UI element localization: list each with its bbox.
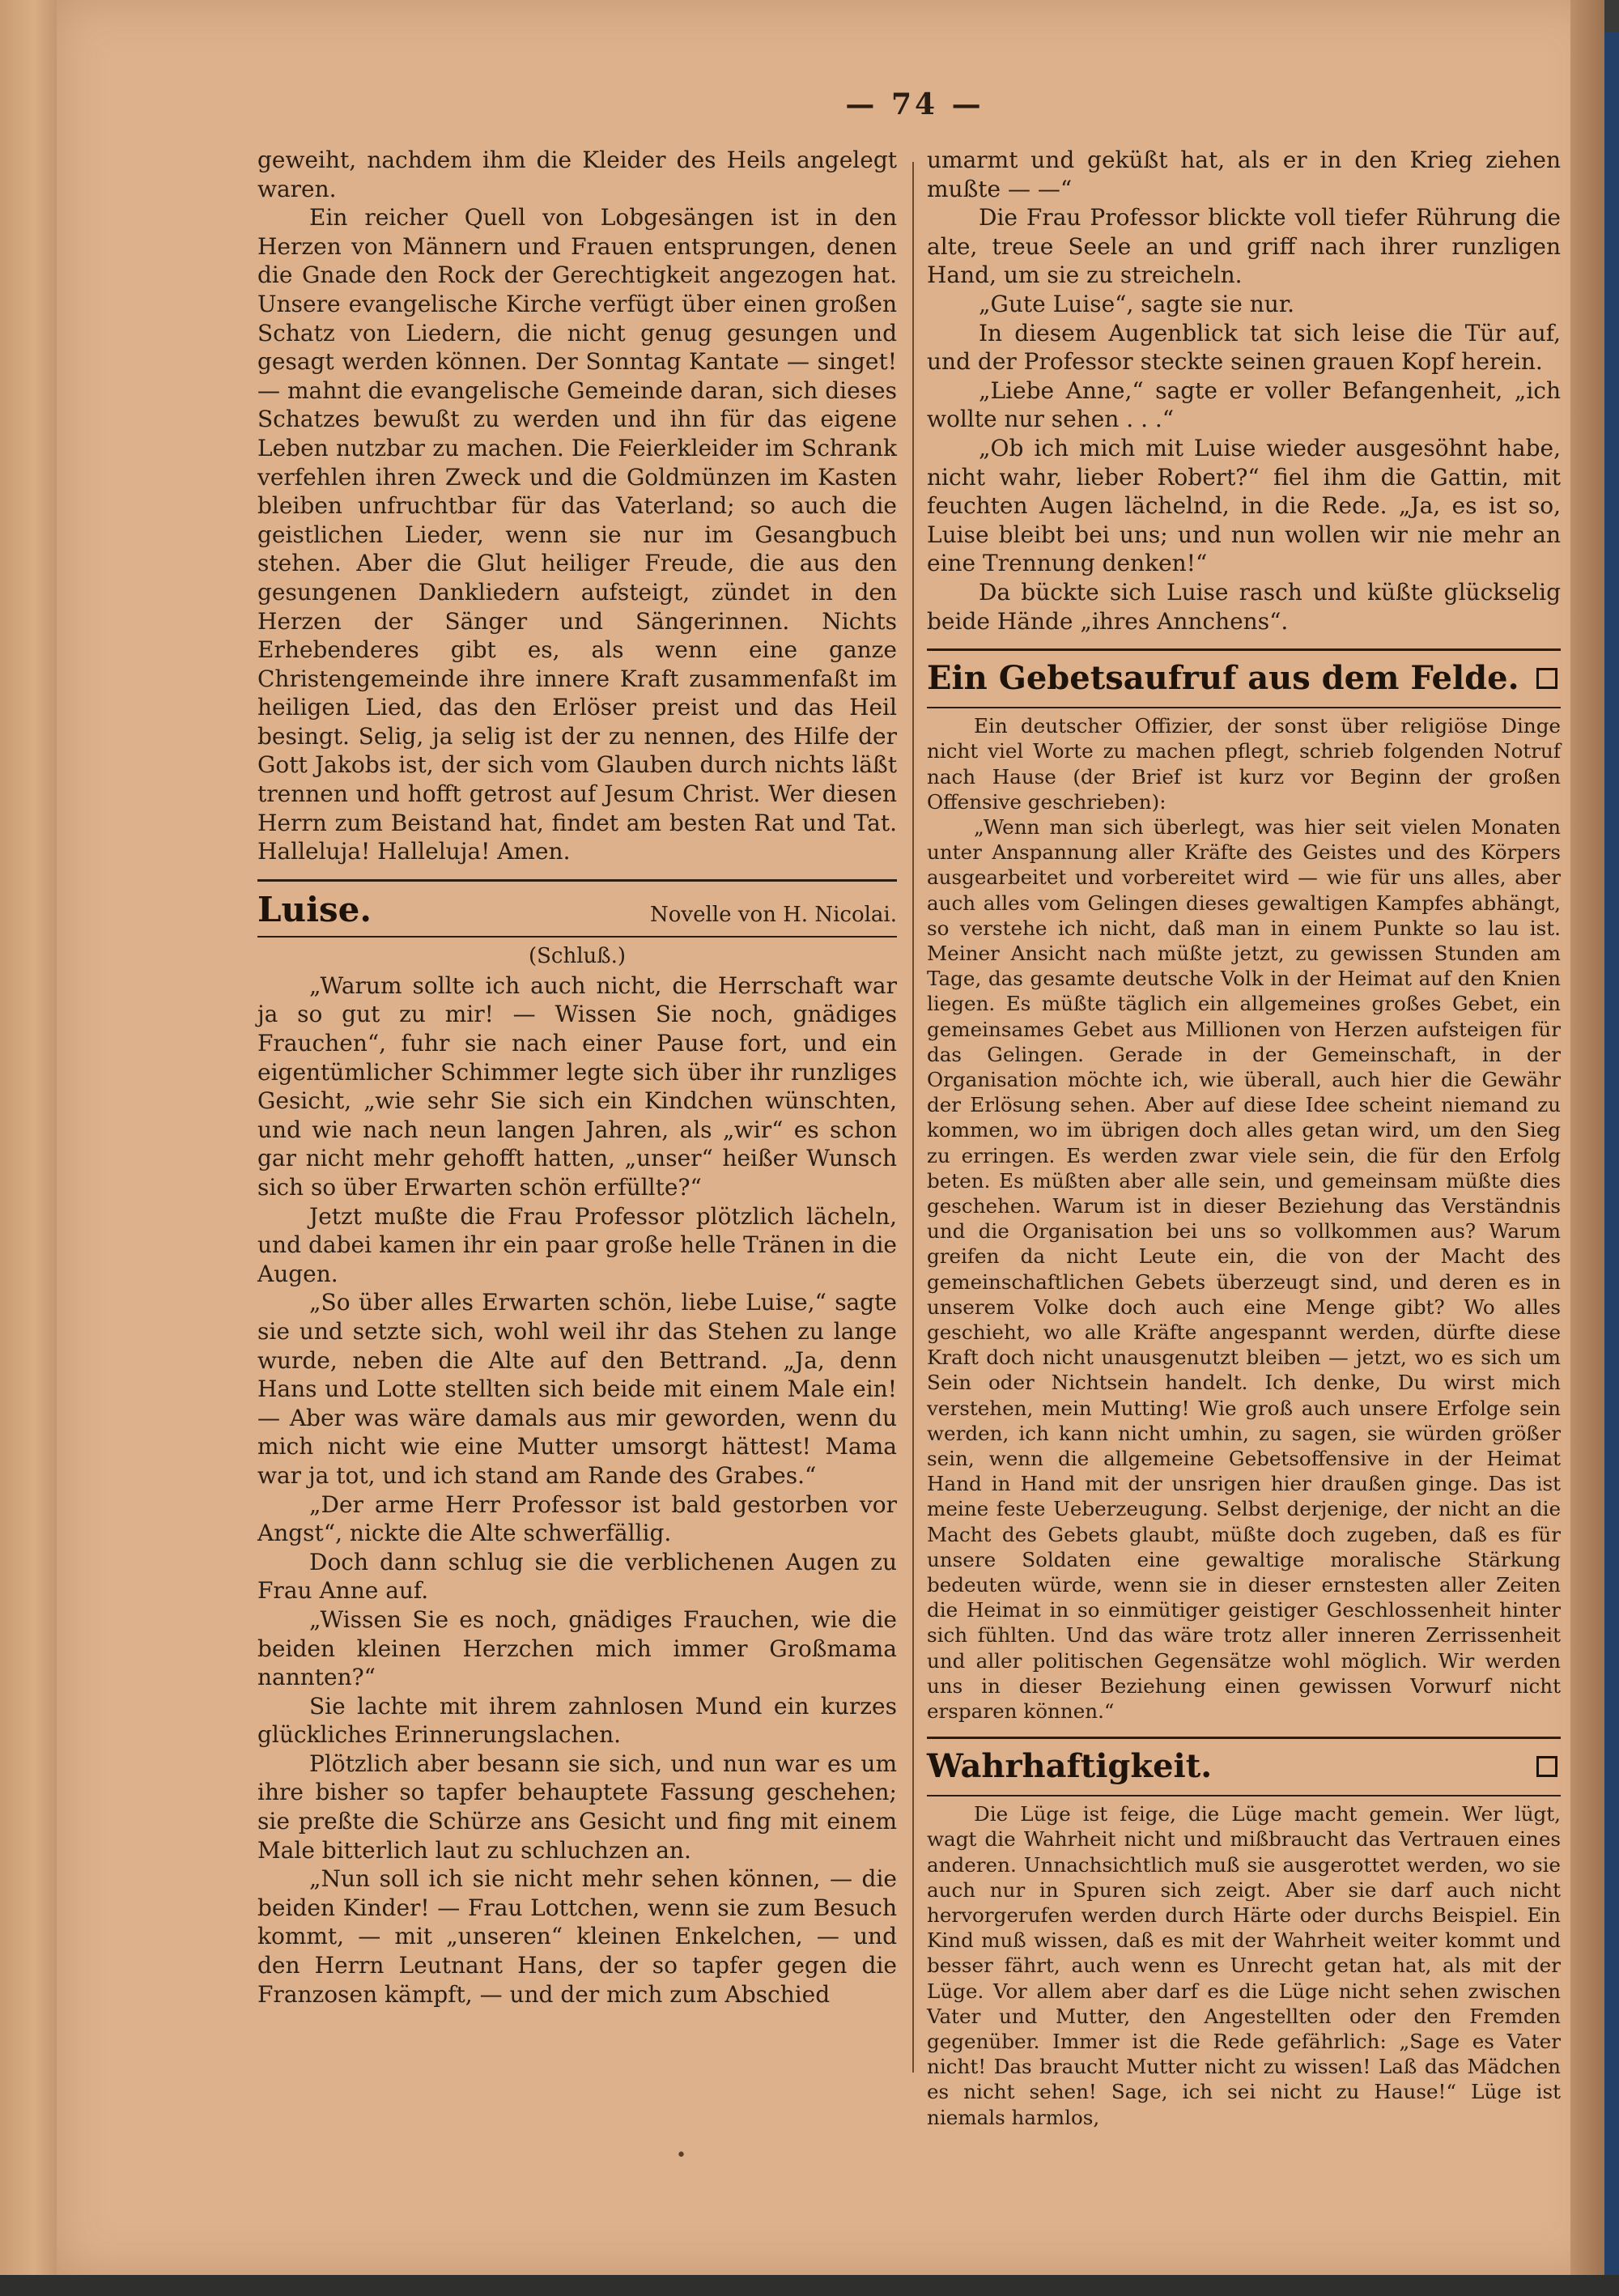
paragraph: „Warum sollte ich auch nicht, die Herrschaft war ja so gut zu mir! — Wissen Sie noch, gnädiges Frauchen“, fuhr sie nach einer Pause fort, und ein eigentümlicher Schimmer legte sich über ihr runzliges Gesicht, „wie sehr Sie sich ein Kindchen wünschten, und wie nach neun langen Jahren, als „wir“ es schon gar nicht mehr gehofft hatten, „unser“ heißer Wunsch sich so über Erwarten schön erfüllte?“ [257, 972, 897, 1201]
article-title: Ein Gebetsaufruf aus dem Felde. [927, 659, 1519, 698]
column-divider [912, 162, 914, 2073]
paragraph: Sie lachte mit ihrem zahnlosen Mund ein kurzes glückliches Erinnerungslachen. [257, 1692, 897, 1749]
paragraph: „Liebe Anne,“ sagte er voller Befangenheit, „ich wollte nur sehen . . .“ [927, 376, 1561, 433]
paragraph: geweiht, nachdem ihm die Kleider des Heils angelegt waren. [257, 147, 897, 202]
paragraph: Plötzlich aber besann sie sich, und nun war es um ihre bisher so tapfer behauptete Fassung geschehen; sie preßte die Schürze ans Gesicht und fing mit einem Male bitterlich laut zu schluchzen an. [257, 1750, 897, 1864]
paragraph: „Wissen Sie es noch, gnädiges Frauchen, wie die beiden kleinen Herzchen mich immer Großmama nannten?“ [257, 1605, 897, 1691]
paragraph: Da bückte sich Luise rasch und küßte glückselig beide Hände „ihres Annchens“. [927, 578, 1561, 635]
paragraph: „Der arme Herr Professor ist bald gestorben vor Angst“, nickte die Alte schwerfällig. [257, 1490, 897, 1547]
square-ornament-icon [1536, 668, 1557, 689]
gebetsaufruf-header [927, 659, 1561, 697]
paragraph: In diesem Augenblick tat sich leise die Tür auf, und der Professor steckte seinen grauen Kopf herein. [927, 319, 1561, 376]
left-column [257, 146, 897, 2009]
paragraph: Doch dann schlug sie die verblichenen Augen zu Frau Anne auf. [257, 1548, 897, 1605]
page-spine-shadow [1570, 0, 1604, 2275]
title-underline [257, 936, 897, 938]
continuation-note: (Schluß.) [528, 943, 627, 968]
section-divider [927, 1737, 1561, 1739]
paragraph: Die Lüge ist feige, die Lüge macht gemein. Wer lügt, wagt die Wahrheit nicht und mißbraucht das Vertrauen eines anderen. Unnachsichtlich muß sie ausgerottet werden, wo sie auch nur in Spuren sich zeigt. Aber sie darf auch nicht hervorgerufen werden durch Härte oder durchs Beispiel. Ein Kind muß wissen, daß es mit der Wahrheit weiter kommt und besser fährt, auch wenn es Unrecht getan hat, als mit der Lüge. Vor allem aber darf es die Lüge nicht sehen zwischen Vater und Mutter, den Angestellten oder den Fremden gegenüber. Immer ist die Rede gefährlich: „Sage es Vater nicht! Das braucht Mutter nicht zu wissen! Laß das Mädchen es nicht sehen! Sage, ich sei nicht zu Hause!“ Lüge ist niemals harmlos, [927, 1802, 1561, 2129]
book-left-edge [0, 0, 58, 2296]
scan-background-bottom [0, 2275, 1619, 2296]
title-underline [927, 1795, 1561, 1796]
section-divider [257, 879, 897, 882]
article-title: Wahrhaftigkeit. [927, 1747, 1213, 1786]
wahrhaftigkeit-header [927, 1747, 1561, 1785]
paragraph: umarmt und geküßt hat, als er in den Krieg ziehen mußte — —“ [927, 147, 1561, 202]
section-divider [927, 648, 1561, 651]
paragraph: Die Frau Professor blickte voll tiefer Rührung die alte, treue Seele an und griff nach ihrer runzligen Hand, um sie zu streicheln. [927, 204, 1561, 289]
article-byline: Novelle von H. Nicolai. [650, 902, 897, 927]
square-ornament-icon [1536, 1756, 1557, 1777]
paragraph: „Ob ich mich mit Luise wieder ausgesöhnt habe, nicht wahr, lieber Robert?“ fiel ihm die Gattin, mit feuchten Augen lächelnd, in die Rede. „Ja, es ist so, Luise bleibt bei uns; und nun wollen wir nie mehr an eine Trennung denken!“ [927, 434, 1561, 577]
title-underline [927, 707, 1561, 708]
paragraph: Ein deutscher Offizier, der sonst über religiöse Dinge nicht viel Worte zu machen pflegt, schrieb folgenden Notruf nach Hause (der Brief ist kurz vor Beginn der großen Offensive geschrieben): [927, 714, 1561, 814]
background-strip [1604, 32, 1619, 2275]
article-title: Luise. [257, 889, 372, 929]
paragraph: „Gute Luise“, sagte sie nur. [979, 290, 1295, 317]
paragraph: „Wenn man sich überlegt, was hier seit vielen Monaten unter Anspannung aller Kräfte des Geistes und des Körpers ausgearbeitet und vorbereitet wird — wie für uns alles, aber auch alles vom Gelingen dieses gewaltigen Kampfes abhängt, so verstehe ich nicht, daß man in einem Punkte so lau ist. Meiner Ansicht nach müßte jetzt, zu gewissen Stunden am Tage, das gesamte deutsche Volk in der Heimat auf den Knien liegen. Es müßte täglich ein allgemeines großes Gebet, ein gemeinsames Gebet aus Millionen von Herzen aufsteigen für das Gelingen. Gerade in der Gemeinschaft, in der Organisation möchte ich, wie überall, auch hier die Gewähr der Erlösung sehen. Aber auf diese Idee scheint niemand zu kommen, wo im übrigen doch alles getan wird, um den Sieg zu erringen. Es werden zwar viele sein, die für den Erfolg beten. Es müßten aber alle sein, und gemeinsam müßte dies geschehen. Warum ist in dieser Beziehung das Verständnis und die Organisation bei uns so vollkommen aus? Warum greifen da nicht Leute ein, die von der Macht des gemeinschaftlichen Gebets überzeugt sind, und deren es in unserem Volke doch auch eine Menge gibt? Wo alles geschieht, wo alle Kräfte angespannt werden, dürfte diese Kraft doch nicht unausgenutzt bleiben — jetzt, wo es sich um Sein oder Nichtsein handelt. Ich denke, Du wirst mich verstehen, mein Mutting! Wie groß auch unsere Erfolge sein werden, ich kann nicht umhin, zu sagen, sie würden größer sein, wenn die allgemeine Gebetsoffensive in der Heimat Hand in Hand mit der unsrigen hier draußen ginge. Das ist meine feste Ueberzeugung. Selbst derjenige, der nicht an die Macht des Gebets glaubt, müßte doch zugeben, daß es für unsere Soldaten eine gewaltige moralische Stärkung bedeuten würde, wenn sie in dieser ernstesten aller Zeiten die Heimat in so einmütiger geistiger Geschlossenheit hinter sich fühlten. Und das wäre trotz aller inneren Zerrissenheit und aller politischen Gegensätze wohl möglich. Wir werden uns in dieser Beziehung einen gewissen Vorwurf nicht ersparen können.“ [927, 814, 1561, 1724]
paragraph: Jetzt mußte die Frau Professor plötzlich lächeln, und dabei kamen ihr ein paar große helle Tränen in die Augen. [257, 1202, 897, 1287]
page-number: — 74 — [845, 87, 984, 121]
paragraph: „So über alles Erwarten schön, liebe Luise,“ sagte sie und setzte sich, wohl weil ihr das Stehen zu lange wurde, neben die Alte auf den Bettrand. „Ja, denn Hans und Lotte stellten sich beide mit einem Male ein! — Aber was wäre damals aus mir geworden, wenn du mich nicht wie eine Mutter umsorgt hättest! Mama war ja tot, und ich stand am Rande des Grabes.“ [257, 1289, 897, 1489]
bottom-dot-ornament: • [676, 2145, 686, 2166]
paragraph: „Nun soll ich sie nicht mehr sehen können, — die beiden Kinder! — Frau Lottchen, wenn sie zum Besuch kommt, — mit „unseren“ kleinen Enkelchen, — und den Herrn Leutnant Hans, der so tapfer gegen die Franzosen kämpft, — und der mich zum Abschied [257, 1865, 897, 2008]
luise-header [257, 890, 897, 929]
right-column [927, 146, 1561, 2130]
paragraph: Ein reicher Quell von Lobgesängen ist in den Herzen von Männern und Frauen entsprungen, denen die Gnade den Rock der Gerechtigkeit angezogen hat. Unsere evangelische Kirche verfügt über einen großen Schatz von Liedern, die nicht genug gesungen und gesagt werden können. Der Sonntag Kantate — singet! — mahnt die evangelische Gemeinde daran, sich dieses Schatzes bewußt zu werden und ihn für das eigene Leben nutzbar zu machen. Die Feierkleider im Schrank verfehlen ihren Zweck und die Goldmünzen im Kasten bleiben unfruchtbar für das Vaterland; so auch die geistlichen Lieder, wenn sie nur im Gesangbuch stehen. Aber die Glut heiliger Freude, die aus den gesungenen Dankliedern aufsteigt, zündet in den Herzen der Sänger und Sängerinnen. Nichts Erhebenderes gibt es, als wenn eine ganze Christengemeinde ihre innere Kraft zusammenfaßt im heiligen Lied, das den Erlöser preist und das Heil besingt. Selig, ja selig ist der zu nennen, des Hilfe der Gott Jakobs ist, der sich vom Glauben durch nichts läßt trennen und hofft getrost auf Jesum Christ. Wer diesen Herrn zum Beistand hat, findet am besten Rat und Tat. Halleluja! Halleluja! Amen. [257, 204, 897, 865]
